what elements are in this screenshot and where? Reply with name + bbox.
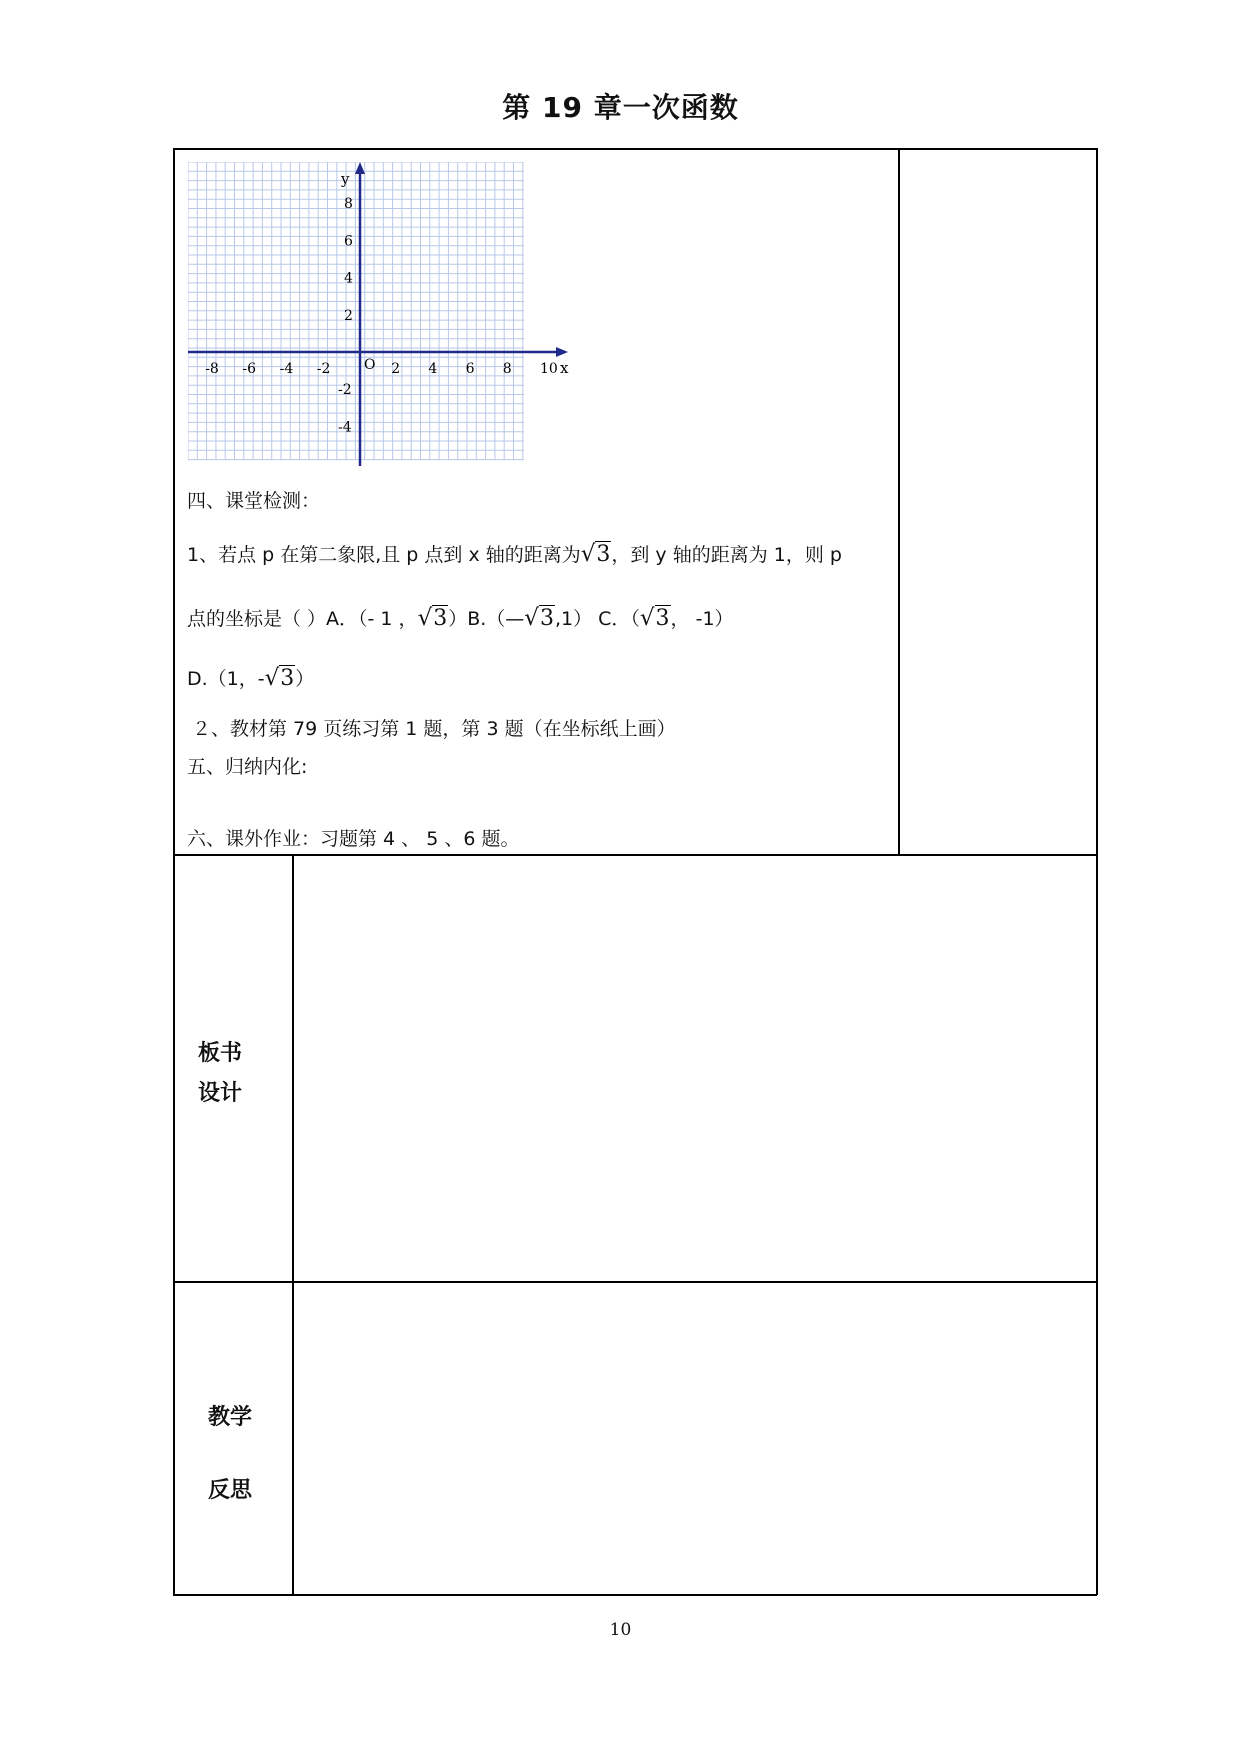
coordinate-grid-figure <box>188 162 569 462</box>
section-5-heading: 五、归纳内化: <box>187 756 308 778</box>
question-1-line-1 <box>187 540 842 567</box>
x-tick-label: -8 <box>205 361 219 377</box>
x-axis-label: x <box>560 359 569 377</box>
x-tick-label: 8 <box>502 361 512 377</box>
board-design-label <box>198 1034 242 1113</box>
sqrt3-expression: √3 <box>264 665 295 691</box>
table-right-border <box>1096 148 1098 1595</box>
q1-option-c-lead: ,1） C．（ <box>554 608 640 630</box>
question-1-line-3 <box>187 664 314 691</box>
y-axis-arrow-icon <box>355 162 365 174</box>
section-6-heading: 六、课外作业：习题第 4 、 5 、6 题。 <box>187 828 520 850</box>
x-axis-arrow-icon <box>556 347 568 357</box>
q1-text-a: 1、若点 p 在第二象限,且 p 点到 x 轴的距离为 <box>187 544 581 566</box>
x-tick-label: 10 <box>540 361 558 377</box>
y-axis-label: y <box>341 170 350 188</box>
y-tick-label: -4 <box>338 419 352 436</box>
question-1-line-2 <box>187 604 734 631</box>
table-bottom-border <box>173 1594 1097 1596</box>
y-tick-label: -2 <box>338 382 352 399</box>
q1-option-c-tail: ， -1） <box>670 608 734 630</box>
page-title: 第 19 章一次函数 <box>502 91 739 124</box>
top-row-divider <box>898 148 900 854</box>
q1-option-d-tail: ） <box>295 668 315 690</box>
x-tick-label: 4 <box>428 361 438 377</box>
x-tick-label: -6 <box>242 361 257 377</box>
table-top-border <box>173 148 1097 150</box>
row-divider-2 <box>173 1281 1097 1283</box>
row-divider-1 <box>173 854 1097 856</box>
y-tick-label: 4 <box>344 270 353 287</box>
x-tick-label: 2 <box>391 361 401 377</box>
question-2: ２、教材第 79 页练习第 1 题，第 3 题（在坐标纸上画） <box>192 718 676 740</box>
coordinate-grid-svg <box>188 162 588 472</box>
x-tick-label: -2 <box>316 361 331 377</box>
q1-option-b-lead: ）B.（— <box>448 608 525 630</box>
sqrt3-expression: √3 <box>639 605 670 631</box>
q1-text-b: ，到 y 轴的距离为 1，则 p <box>611 544 842 566</box>
board-label-line-1: 板书 <box>198 1041 243 1066</box>
y-tick-label: 6 <box>344 233 353 250</box>
table-left-border <box>173 148 175 1595</box>
y-tick-label: 2 <box>344 307 353 324</box>
sqrt3-expression: √3 <box>524 605 554 631</box>
q1-answer-lead: 点的坐标是（ ）A．（- 1 ， <box>187 608 418 630</box>
section-4-heading: 四、课堂检测： <box>187 490 321 512</box>
page-number: 10 <box>609 1620 632 1640</box>
sqrt3-expression: √3 <box>417 605 448 631</box>
reflect-label-line-2: 反思 <box>208 1477 253 1503</box>
label-column-divider <box>292 854 294 1595</box>
x-tick-label: -4 <box>279 361 294 377</box>
reflect-label-line-1: 教学 <box>208 1405 253 1430</box>
y-tick-label: 8 <box>344 196 353 213</box>
sqrt3-expression: √3 <box>580 541 611 567</box>
origin-label: O <box>364 357 376 373</box>
board-label-line-2: 设计 <box>198 1080 243 1106</box>
x-tick-label: 6 <box>465 361 475 377</box>
q1-option-d-lead: D.（1，- <box>187 668 265 690</box>
teaching-reflection-label <box>208 1382 252 1527</box>
